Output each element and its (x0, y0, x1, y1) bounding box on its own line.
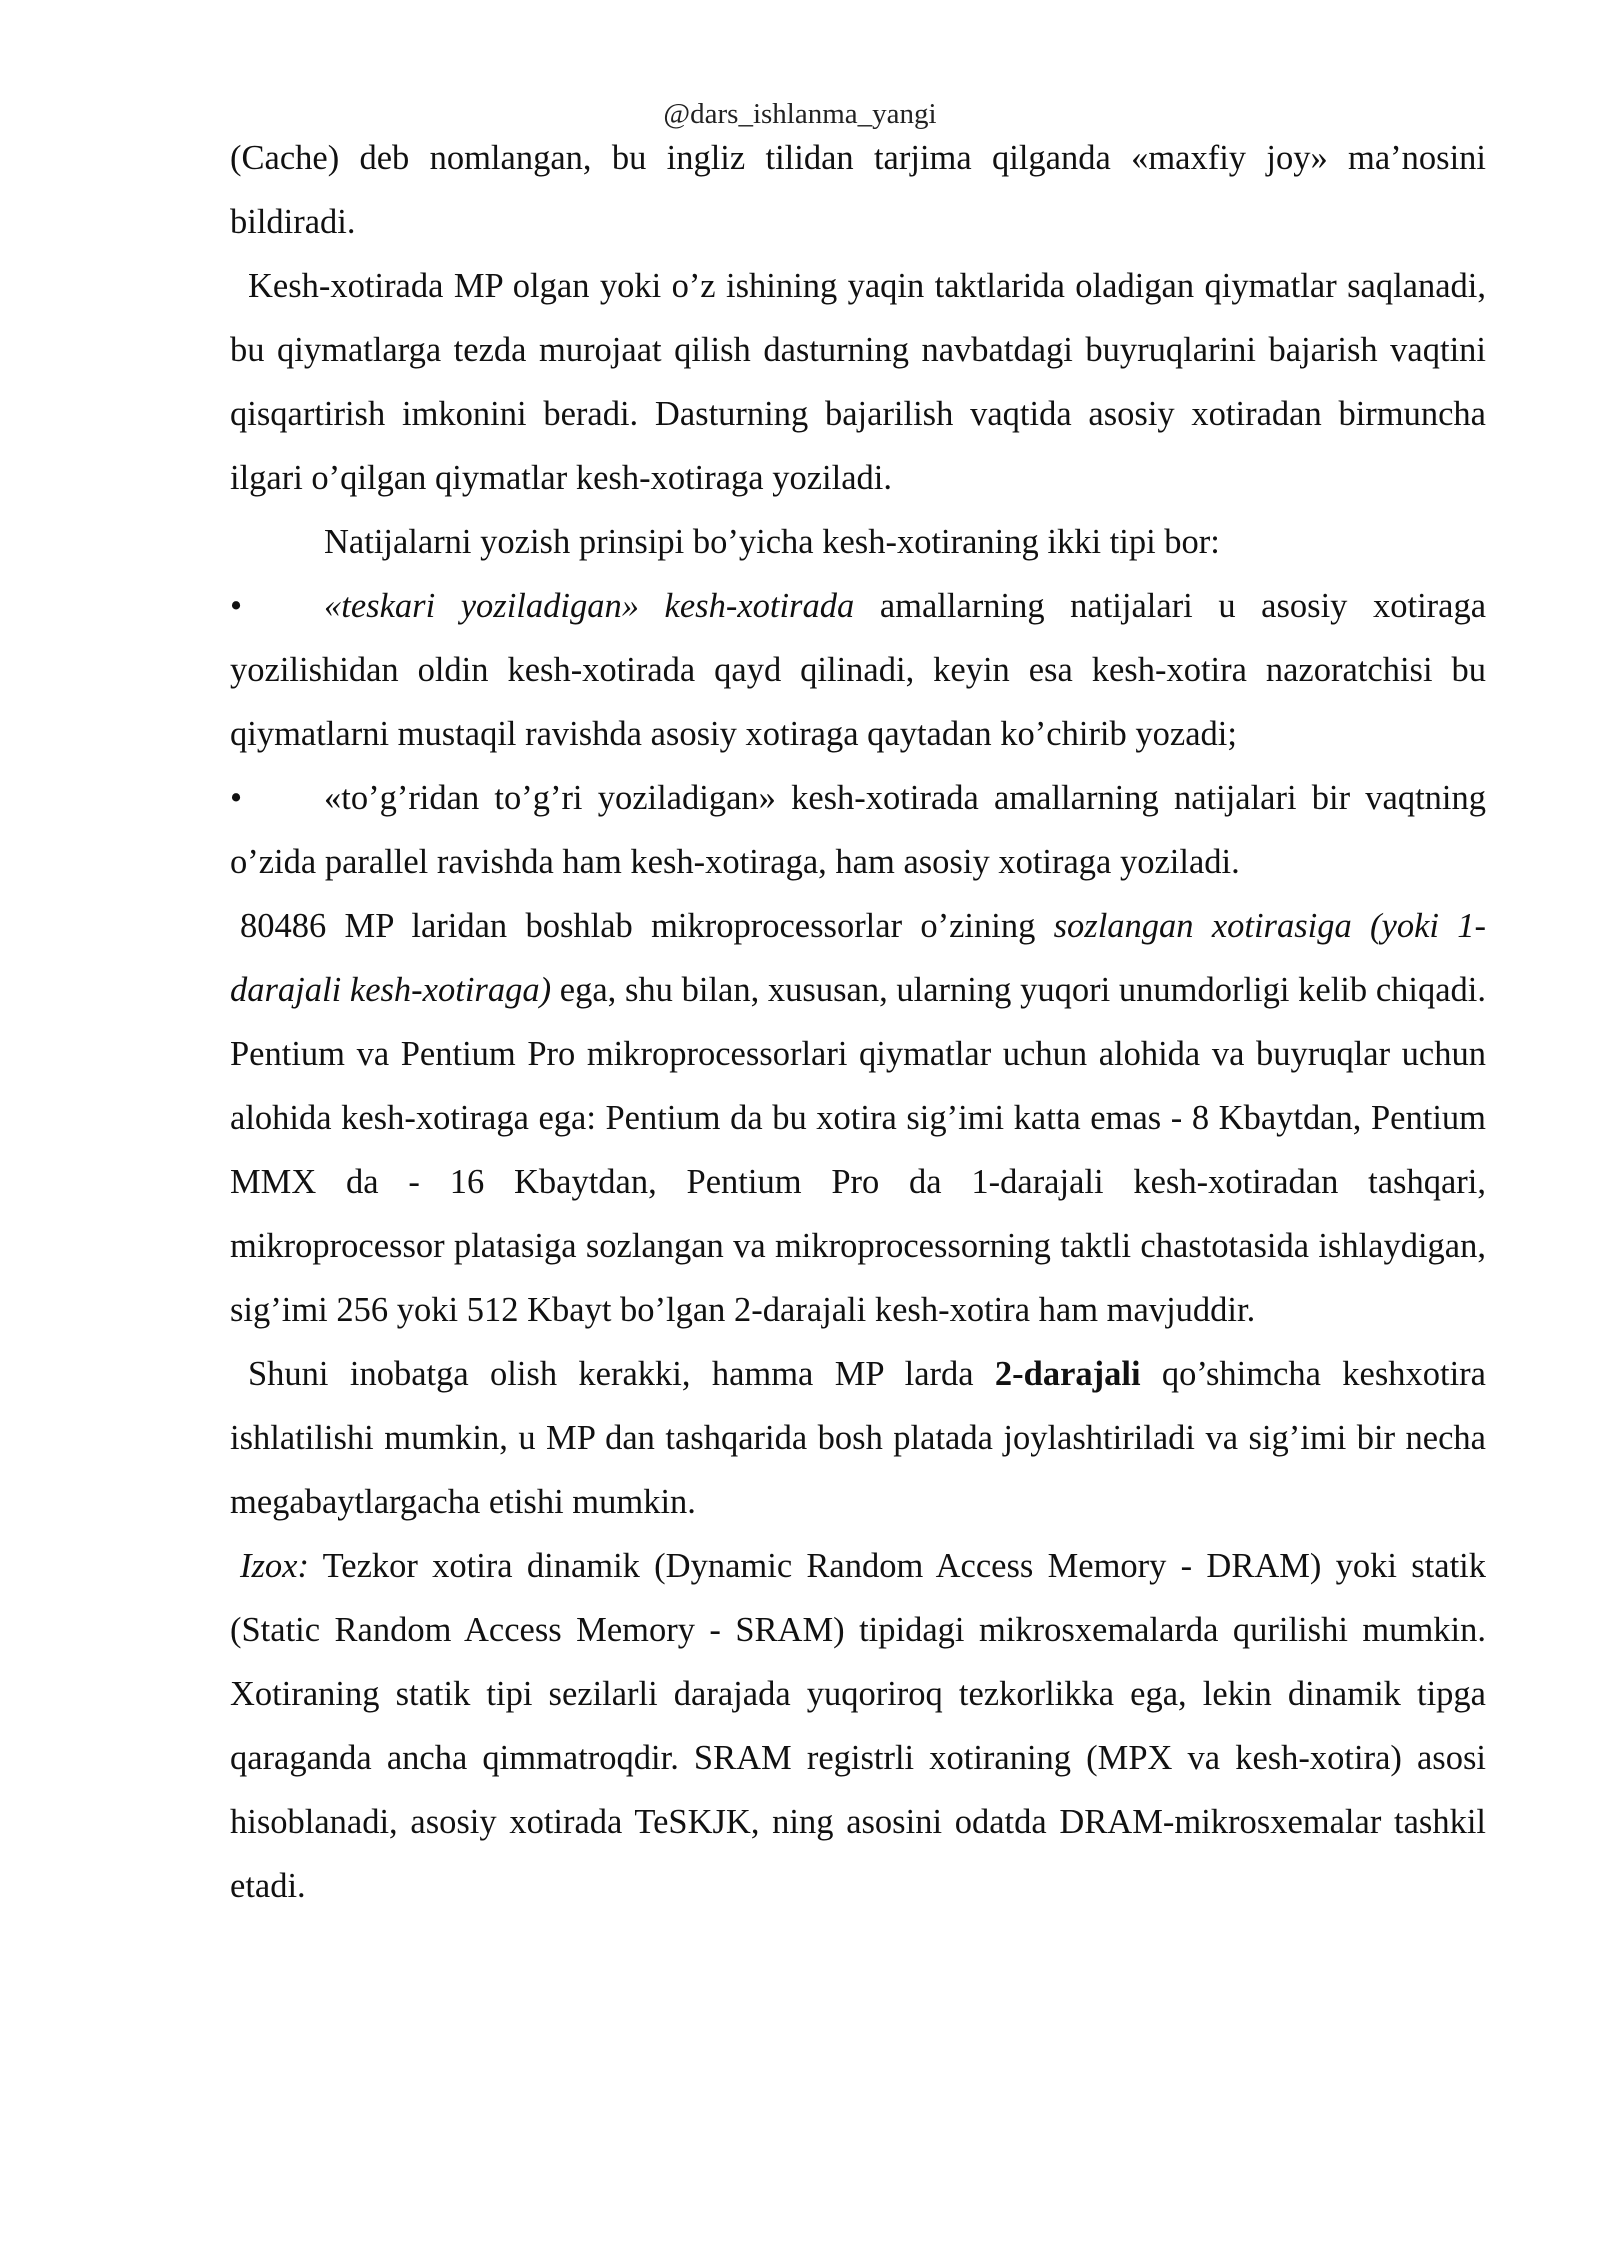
channel-watermark: @dars_ishlanma_yangi (663, 98, 937, 130)
bullet-marker: • (230, 587, 243, 625)
paragraph-cache-types-intro: Natijalarni yozish prinsipi bo’yicha kesh-xotiraning ikki tipi bor: (324, 523, 1220, 561)
bullet-write-through (230, 766, 1486, 894)
level2-term: 2-darajali (994, 1355, 1141, 1393)
write-back-term: «teskari yoziladigan» kesh-xotirada (324, 587, 855, 625)
paragraph-cache-purpose: Kesh-xotirada MP olgan yoki o’z ishining yaqin taktlarida oladigan qiymatlar saqlanadi, bu qiymatlarga tezda murojaat qilish dasturning navbatdagi buyruqlarini bajarish vaqtini qisqartirish imkonini beradi. Dasturning bajarilish vaqtida asosiy xotiradan birmuncha ilgari o’qilgan qiymatlar kesh-xotiraga yoziladi. (230, 267, 1486, 497)
write-back-description: amallarning natijalari u asosiy xotiraga yozilishidan oldin kesh-xotirada qayd qilinadi, keyin esa kesh-xotira nazoratchisi bu qiymatlarni mustaqil ravishda asosiy xotiraga qaytadan ko’chirib yozadi; (230, 587, 1487, 753)
level2-intro: Shuni inobatga olish kerakki, hamma MP larda (248, 1355, 995, 1393)
processor-cache-details: ega, shu bilan, xususan, ularning yuqori unumdorligi kelib chiqadi. Pentium va Pentium Pro mikroprocessorlari qiymatlar uchun alohida va buyruqlar uchun alohida kesh-xotiraga ega: Pentium da bu xotira sig’imi katta emas - 8 Kbaytdan, Pentium MMX da - 16 Kbaytdan, Pentium Pro da 1-darajali kesh-xotiradan tashqari, mikroprocessor platasiga sozlangan va mikroprocessorning taktli chastotasida ishlaydigan, sig’imi 256 yoki 512 Kbayt bo’lgan 2-darajali kesh-xotira ham mavjuddir. (230, 971, 1486, 1329)
bullet-marker: • (230, 779, 243, 817)
note-text: Tezkor xotira dinamik (Dynamic Random Access Memory - DRAM) yoki statik (Static Random Access Memory - SRAM) tipidagi mikrosxemalarda qurilishi mumkin. Xotiraning statik tipi sezilarli darajada yuqoriroq tezkorlikka ega, lekin dinamik tipga qaraganda ancha qimmatroqdir. SRAM registrli xotiraning (MPX va kesh-xotira) asosi hisoblanadi, asosiy xotirada TeSKJK, ning asosini odatda DRAM-mikrosxemalar tashkil etadi. (230, 1547, 1486, 1905)
paragraph-cache-definition: (Cache) deb nomlangan, bu ingliz tilidan tarjima qilganda «maxfiy joy» ma’nosini bildiradi. (230, 139, 1486, 241)
write-through-description: «to’g’ridan to’g’ri yoziladigan» kesh-xotirada amallarning natijalari bir vaqtning o’zida parallel ravishda ham kesh-xotiraga, ham asosiy xotiraga yoziladi. (230, 779, 1486, 881)
integrated-cache-term: sozlangan xotirasiga (yoki 1-darajali kesh-xotiraga) (230, 907, 1486, 1009)
processor-cache-intro: 80486 MP laridan boshlab mikroprocessorlar o’zining (240, 907, 1054, 945)
paragraph-processor-cache (230, 894, 1486, 1342)
bullet-write-back (230, 574, 1486, 766)
level2-details: qo’shimcha keshxotira ishlatilishi mumkin, u MP dan tashqarida bosh platada joylashtiriladi va sig’imi bir necha megabaytlargacha etishi mumkin. (230, 1355, 1486, 1521)
document-body (230, 126, 1486, 1918)
paragraph-note-ram (230, 1534, 1486, 1918)
note-label: Izox: (240, 1547, 309, 1585)
paragraph-level2-cache (230, 1342, 1486, 1534)
